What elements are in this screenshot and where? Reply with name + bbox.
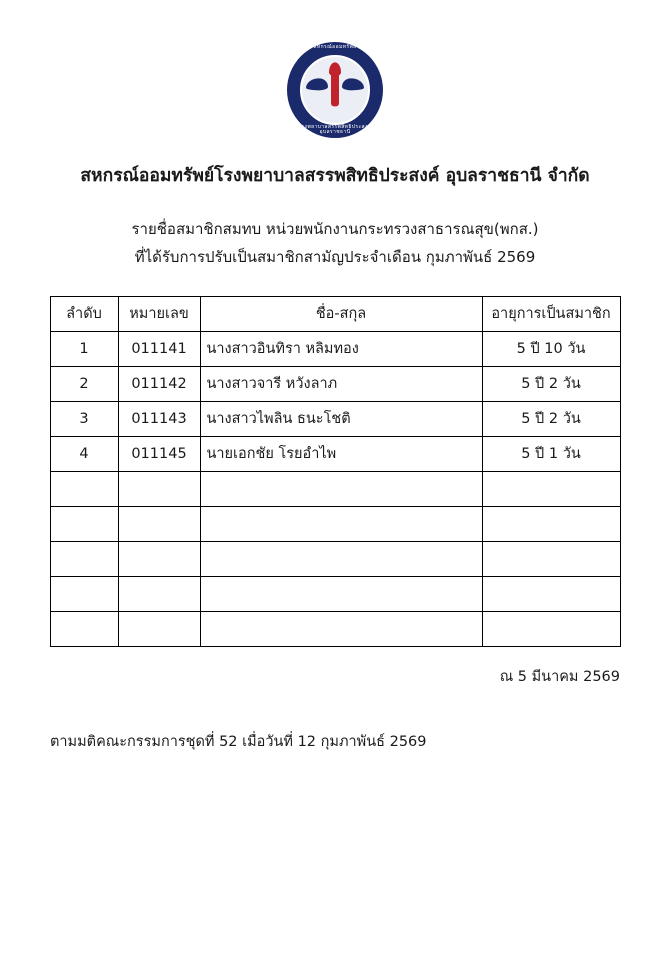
table-row <box>50 366 620 401</box>
cell-name: นายเอกชัย โรยอำไพ <box>200 436 482 471</box>
member-table <box>50 296 621 647</box>
emblem-torch-icon <box>331 72 339 106</box>
cell-number <box>118 541 200 576</box>
board-resolution-note: ตามมติคณะกรรมการชุดที่ 52 เมื่อวันที่ 12 กุมภาพันธ์ 2569 <box>50 733 427 750</box>
cell-order: 2 <box>50 366 118 401</box>
cell-order: 4 <box>50 436 118 471</box>
cell-number <box>118 471 200 506</box>
table-row <box>50 506 620 541</box>
emblem-wing-right <box>342 78 364 90</box>
column-header-name: ชื่อ-สกุล <box>200 296 482 331</box>
cell-age <box>482 611 620 646</box>
cell-order: 3 <box>50 401 118 436</box>
cell-name: นางสาวไพลิน ธนะโชติ <box>200 401 482 436</box>
table-row <box>50 611 620 646</box>
emblem-bottom-text: โรงพยาบาลสรรพสิทธิประสงค์ อุบลราชธานี <box>298 124 372 135</box>
cell-age <box>482 541 620 576</box>
document-subtitle <box>131 215 538 272</box>
column-header-age: อายุการเป็นสมาชิก <box>482 296 620 331</box>
cell-name <box>200 576 482 611</box>
cell-order <box>50 541 118 576</box>
emblem-flame-icon <box>329 62 341 76</box>
column-header-order: ลำดับ <box>50 296 118 331</box>
cell-order <box>50 576 118 611</box>
subtitle-line-2: ที่ได้รับการปรับเป็นสมาชิกสามัญประจำเดือน กุมภาพันธ์ 2569 <box>134 248 536 266</box>
cell-name <box>200 611 482 646</box>
table-row <box>50 331 620 366</box>
cell-order: 1 <box>50 331 118 366</box>
cooperative-emblem-icon <box>287 42 383 138</box>
cell-number: 011142 <box>118 366 200 401</box>
table-header-row <box>50 296 620 331</box>
table-row <box>50 436 620 471</box>
cell-age <box>482 576 620 611</box>
cell-order <box>50 506 118 541</box>
cell-order <box>50 471 118 506</box>
cell-age: 5 ปี 10 วัน <box>482 331 620 366</box>
cell-age <box>482 506 620 541</box>
table-row <box>50 576 620 611</box>
emblem-top-text: สหกรณ์ออมทรัพย์ <box>313 44 357 50</box>
organization-title: สหกรณ์ออมทรัพย์โรงพยาบาลสรรพสิทธิประสงค์ อุบลราชธานี จำกัด <box>80 166 590 186</box>
table-row <box>50 401 620 436</box>
cell-number <box>118 611 200 646</box>
emblem-wings-icon <box>306 72 364 106</box>
cell-order <box>50 611 118 646</box>
cell-number: 011143 <box>118 401 200 436</box>
document-date: ณ 5 มีนาคม 2569 <box>499 668 620 685</box>
cell-age: 5 ปี 1 วัน <box>482 436 620 471</box>
emblem-wing-left <box>306 78 328 90</box>
cell-number <box>118 506 200 541</box>
table-row <box>50 471 620 506</box>
cell-name: นางสาวจารี หวังลาภ <box>200 366 482 401</box>
table-row <box>50 541 620 576</box>
cell-number <box>118 576 200 611</box>
cell-age: 5 ปี 2 วัน <box>482 366 620 401</box>
cell-age: 5 ปี 2 วัน <box>482 401 620 436</box>
cell-name <box>200 541 482 576</box>
cell-age <box>482 471 620 506</box>
cell-name <box>200 506 482 541</box>
cell-number: 011145 <box>118 436 200 471</box>
subtitle-line-1: รายชื่อสมาชิกสมทบ หน่วยพนักงานกระทรวงสาธารณสุข(พกส.) <box>131 219 539 238</box>
column-header-number: หมายเลข <box>118 296 200 331</box>
logo-container <box>287 42 383 138</box>
cell-name: นางสาวอินทิรา หลิมทอง <box>200 331 482 366</box>
cell-name <box>200 471 482 506</box>
cell-number: 011141 <box>118 331 200 366</box>
